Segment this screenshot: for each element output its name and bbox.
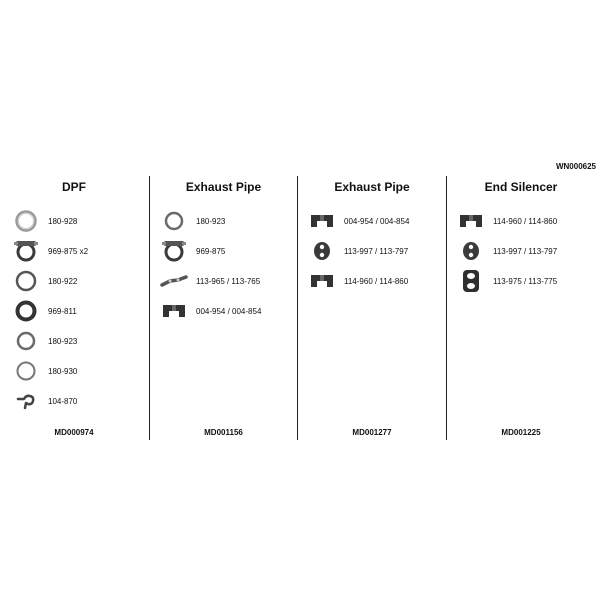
list-item (0, 266, 148, 296)
part-code: 180-923 (48, 336, 78, 346)
list-item (0, 386, 148, 416)
part-code: 104-870 (48, 396, 78, 406)
rubber-mount-icon (160, 299, 188, 323)
ring-icon (12, 329, 40, 353)
list-item (298, 236, 446, 266)
part-code: 113-997 / 113-797 (344, 246, 409, 256)
part-code: 180-930 (48, 366, 78, 376)
strip-hanger-icon (160, 269, 188, 293)
kit-code: MD001156 (204, 428, 243, 437)
parts-list (298, 206, 446, 296)
list-item (150, 236, 297, 266)
kit-code: MD001225 (501, 428, 541, 437)
rubber-block-two-hole-icon (457, 269, 485, 293)
list-item (150, 206, 297, 236)
part-code: 114-960 / 114-860 (493, 216, 558, 226)
document-code: WN000625 (555, 162, 596, 171)
list-item (150, 266, 297, 296)
clamp-icon (12, 239, 40, 263)
bracket-clip-icon (12, 389, 40, 413)
part-code: 004-954 / 004-854 (196, 306, 262, 316)
part-code: 969-811 (48, 306, 77, 316)
list-item (298, 266, 446, 296)
part-code: 113-997 / 113-797 (493, 246, 558, 256)
list-item (150, 296, 297, 326)
ring-icon (12, 359, 40, 383)
column-exhaust-pipe-1 (149, 176, 297, 440)
parts-list (0, 206, 148, 416)
part-code: 180-928 (48, 216, 78, 226)
list-item (447, 236, 595, 266)
column-exhaust-pipe-2 (297, 176, 446, 440)
list-item (447, 266, 595, 296)
part-code: 969-875 x2 (48, 246, 89, 256)
column-title: End Silencer (484, 180, 558, 194)
column-dpf (0, 176, 148, 440)
rubber-mount-icon (308, 209, 336, 233)
list-item (298, 206, 446, 236)
list-item (447, 206, 595, 236)
list-item (0, 356, 148, 386)
list-item (0, 326, 148, 356)
column-title: DPF (62, 180, 86, 194)
part-code: 180-923 (196, 216, 226, 226)
ring-thick-icon (12, 299, 40, 323)
rubber-mount-icon (457, 209, 485, 233)
part-code: 969-875 (196, 246, 226, 256)
ring-icon (160, 209, 188, 233)
list-item (0, 296, 148, 326)
parts-list (447, 206, 595, 296)
list-item (0, 206, 148, 236)
ring-icon (12, 269, 40, 293)
rubber-ring-two-hole-icon (308, 239, 336, 263)
part-code: 180-922 (48, 276, 78, 286)
column-title: Exhaust Pipe (185, 180, 262, 194)
kit-code: MD000974 (54, 428, 94, 437)
column-title: Exhaust Pipe (334, 180, 410, 194)
part-code: 113-965 / 113-765 (196, 276, 261, 286)
rubber-mount-icon (308, 269, 336, 293)
parts-list (150, 206, 297, 326)
clamp-icon (160, 239, 188, 263)
ring-thin-icon (12, 209, 40, 233)
list-item (0, 236, 148, 266)
kit-code: MD001277 (352, 428, 392, 437)
part-code: 004-954 / 004-854 (344, 216, 410, 226)
rubber-ring-two-hole-icon (457, 239, 485, 263)
part-code: 114-960 / 114-860 (344, 276, 409, 286)
column-end-silencer (446, 176, 595, 440)
part-code: 113-975 / 113-775 (493, 276, 558, 286)
